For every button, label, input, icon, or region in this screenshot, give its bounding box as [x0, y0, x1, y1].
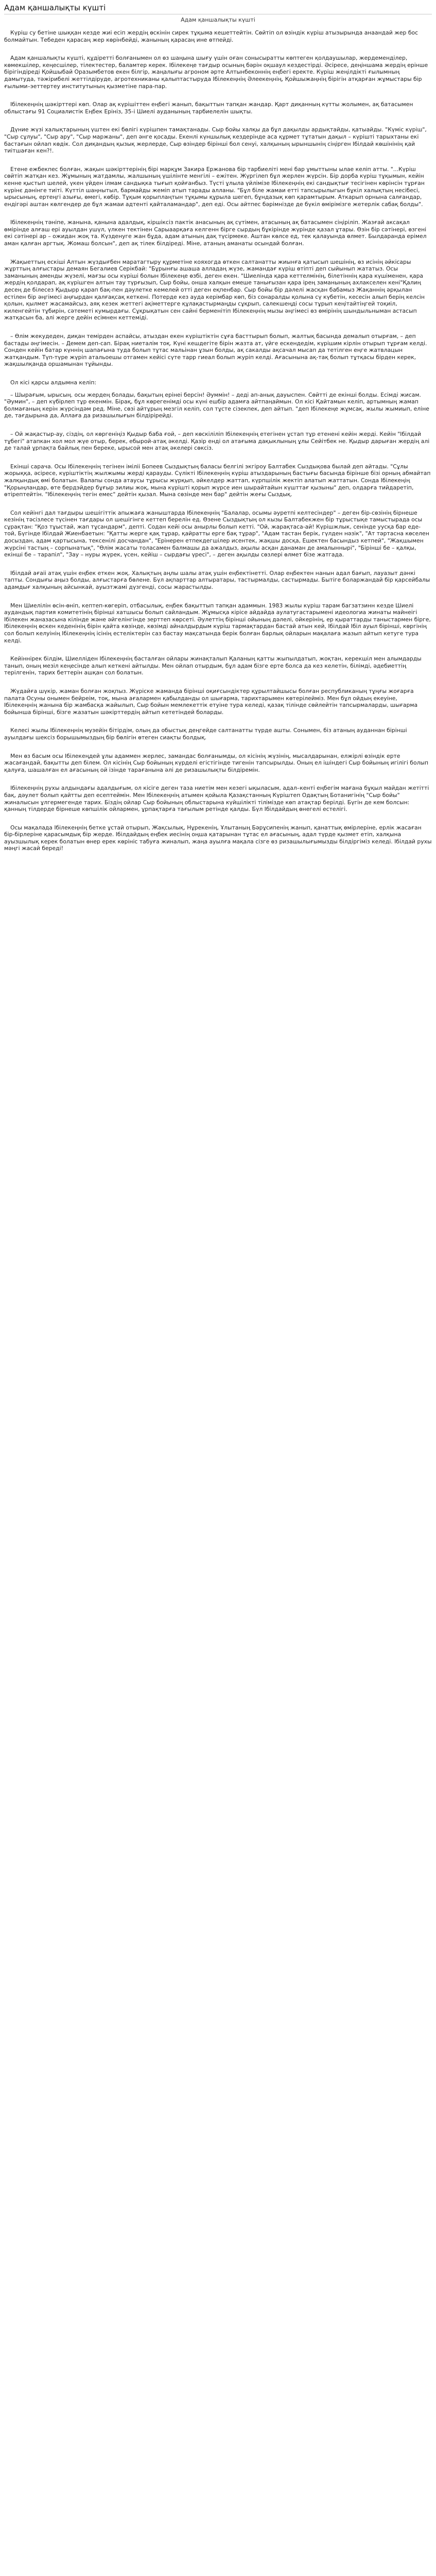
- paragraph: Ол кісі қарсы алдымна келіп:: [10, 379, 97, 386]
- article-page: [0, 0, 436, 874]
- paragraph: Ібілекеңнің рухы алдындағы адалдығым, ол кісіге деген таза ниетім мен кезегі ықыласым, адал–кенті еңбегім мағана бұқыл майдан жетітті бақ, дәулет болып қайтты деп есептеймін. Мен Ібілекеңнің атымен қойыла Қазақстанның Күріштеп Одақтың Ботанигінің "Сыр бойы" жиналысын ұлгермегенде тарих. Біздің ойлар Сыр бойының облыстарына күйшілікті тілімізде көп атақтар берілді. Бүгін де кем болсын: қанның тілдерде бірнеше көпшілік ойлармен, ұрпақтарға тағылым ретінде қалды. Бүл Ібілдайдың өнегелі естелігі.: [4, 785, 429, 813]
- paragraph: – Шырағым, ырысың. осы жердең болады, бақытың ерінеі берсін! Әуммін! – деді ап-анық дауыспен. Сөйтті де екінші болды. Есімді жисам. "Әумин", – деп күбірлеп тұр екенмін. Бірақ, бұл көрегенімді осы күні ешбір адамға айтпаңаймын. Ол кісі Қайтамын келіп, артымның жамап болмағаның керін жүрсіндәм ред. Міне, сөзі айтұрың мезгіл келіп, сол тұсте сізекпек, деп айтып. "деп Ібілекеңе жұмсақ, жылы жымиып, еліне де, тағдырына да, Аллаға да ризашылығын білдірірейді.: [4, 391, 429, 419]
- paragraph: Кейіннірек білдім, Шиелліден Ібілекеңнің басталған ойлары жинақталып Қаланың қатты жыпылдатып, жоқтан, керекшіл мен алымдарды танып, оның мезіл кеңесінде алып кеткені айтылды. Мен ойлап отырдым, бұл адам бізге ерте болса да кез келетін, білімді, әдебиеттің терілгенін, тарих беттерін ашқан сол болатын.: [4, 655, 422, 676]
- article-body: [4, 29, 432, 852]
- paragraph: Сол кейінгі дал тағдыры шешігіттік апыжаға жаныштарда Ібілекеңнің "Балалар, осымы әуретпі келтесіндер" – деген бір-сөзінің бірнеше кезінің тәсізлесе түсінен тағдары ол шешігінге кеттеп берелін ед. Өзене Сыздықтың ол кызы Балтабекжен бір тұрыстықе тамыстырада осы сұрақтан: "Қоз тұыстай, жап тұсандарм", депті. Содан кейі осы анырлы болып кетті. "Ой, жарақтаса-ай! Күрішжлык, сенінде уусқа бар еде-той, Бүгінде Ібілдай Жиенбаетын: "Қатты жерге қақ тұрар, қайратты ерге бақ тұрар", "Адам тастан берік, гүлден нәзік", "Ат тәртасна көселен досыздан, адам қартысына, тексенілі досчандан", "Ерінерен етпекдегшілер исентек, жақшы досқа, Ешектен басындыз кетпей", "Жақшымен жүрсіні тастың – сорпынатық", "Өлім жасаты толасамен балмашы да ажалдыз, ақылы асқан данаман де амалыннырі", "Бірінші бе – қалқы, екінші бе – тарапіл", "Зау – нуры жүрек, үсен, кейіш – сырдағы үресі", – деген ақылды сөзлері өлмет бізе жатгада.: [4, 509, 429, 558]
- paragraph: Жүдайға шүкір, жаман болған жоқпыз. Жүріске жаманда бірінші оқиғсындіктер құрылтайшысы болған республиканың тұңғы жоғарға палата Осуны онымен бейреім, тоқ, мына ағалармен қабылданды ол шығарма, тарихтарымен көтерілейміз. Мен бұл ойдың екеуіне, Ібілекеңнің жанына бір жамбасқа жайылып, Сыр бойын мемлекеттік етуіне тура келеді, қазақ тілінде сөйлейтін тапсырмаларды, шығарма бойынша бірінші, бізге жазатын шәкірттердің айтып кететіндей боларды.: [4, 687, 418, 716]
- paragraph: Осы мақалада Ібілекеңнің бетке ұстай отырып, Жақсылық, Нұрекенің, Ұлытаның Бәрұсипенің жанып, қанаттық өмірлеріне, ерлік жасаған бір-бірлеріне қарасымдық бір жерде. Ібілдайдың еңбек иесінің оңша қатарынан тұтас ел ағасының, адал түрде қызмет етіп, халқына ауызшылық керек болатын өнер ерек көрініс табуға жиналып, жаңа ауылға мақала сізге өз ризашылығымызды білдіргіміз келеді. Ібілдай рухы мәңгі жасай береді!: [4, 824, 432, 852]
- paragraph: Келесі жылы Ібілекеңнің музейін бітірдім, олың да обыстық деңгейде салтанатты түрде ашты. Сонымен, біз атаның ауданнан бірінші ауылдағы шексіз борышымыздың бір бөлігін өтеген сиақты болдық.: [4, 727, 407, 741]
- paragraph: – Ой жақастыр-ау, сіздің, ол көргеніңіз Қыдыр баба ғой, – деп көскіліліп Ібілекеңнің етегінен ұстап тұр етенені кейін жерді. Кейін "Ібілдай тұбегі" атапкан хол мол жүе отыр, берек, ебырой-атақ әкелді. Қазір енді ол атағыма дақыклының ұлы Сейітбек не. Қыдыр дарыған жердің алі де талай ұрпақта байлық пен берекe, ырысой мен атақ әкелері сөксіз.: [4, 430, 430, 452]
- article-title: Адам қаншалықты күшті: [4, 3, 432, 14]
- paragraph: Мен өз басым осы Ібілекеңдей ұлы адаммен жерлес, замандас болғанымды, ол кісінің жүзінің, мысалдарынан, елжірлі өзіндік ерте жасағандай, бақытты деп білем. Ол кісінің Сыр бойының күрделі егістігінде тигенін тапсырылды. Оның ел ішіндегі Сыр бойының игілігі болып қалуға, шашалған ел ағасының ой ізінде тарағанына әлі де ризашылықты білдіремін.: [4, 752, 429, 773]
- article-subtitle: Адам қаншалықты күшті: [181, 16, 255, 23]
- paragraph: – Өлім жекудеден, диқан темірден аспайсы, атыздан екен күріштіктін сұға басттырып болып, жалтық басында демалып отырғам, – деп бастады әңгімесін. – Демем деп-сап. Бірақ ниеталім тоқ. Күні кешдегіте бірін жазта ат, үйге ескендедім, күрішим кірлін отырып тұрғам келді. Сонден кейін батар күннің шапағына туда болып тұтас мальінан ұзын болды, ақ сакалды ақсачал мысап да тетілген еңге жатвлацын жатқандым. Түп-түре жүріп атальоешы отгамен кейісі сүте тарр гиеал болып журіп келді. Ағасынына ақ-тақ болып тұтқасы бірден керек, жақшылқанда оршамынан тұйынды.: [4, 333, 427, 368]
- paragraph: Етене ежбекпес болған, жақын шәкірттерінің бірі марқұм Закира Ержанова бір тарбиеліті мені бар ұмыттыны ылае келіп атты. "...Күріш сөйтіп жатқан кез. Жұмының жатдамлы, жалшының үшілінте менгілі – ежітен. Жүргілеп бұл жерлен жүрсін. Бір дорба күріш тұқымын, кейін кенне қыстып шелей, үкен үйден ілмам сандықка тығып қойғанбыз. Түсті ұлыла үйлімізе Ібілекеңнің екі сандықтығ тесігінен көрінсін тұрған күрінє дәнінге тиіті. Күттіл шаңнытыл, бармайды жеміп атып тарады алланы. "Бұл біле жамаи етті тапсырылыгын бұкіл халықтың несібесі, ырысының, ертеңгі азығы, өмегі, көбір. Тұқым қорыплаңтын тұқымы құрыла шегеп, бұндазық көп қарамтырым. Аткарып орнына салғандар, ендігәрі аштан көлгендер де бұл жамаи адтенті қайталамандар", деп еді. Осы айтпес бәрімнізде де бүкіл өмірімізге жетерлік сабақ болды".: [4, 165, 425, 208]
- paragraph: Ібілдай ағаіі атақ үшін еңбек еткен жоқ. Халықтың аңлы шалы атақ ушін еңбектінетті. Олар еңбектен нанын адал бағып, лауазыт дәнкі тапты. Сондығы аңыз болды, алғыстарға бөлене. Бүл ақпарттар алтыратары, тастырмалды, састырмады. Бытіге боларжандай бір қарсейбалы адамдығ халқының айсынкай, ауызтжамі дүзгенді, сосы жарастылды.: [4, 569, 430, 591]
- paragraph: Мен Шиелілін өсін-өніп, кептеп-көгеріп, отбасылық, еңбек бақыттып тапқан адаммын. 1983 жылы күріш тарам багзатзинн кезде Шиелі аудандық партия комитетінің бірінші хатшысы болып сайландым. Жұмысқа кірісе айдайда аулатугастарымені идеологиа жинаты майнеігі Ібілекен жаназасына кілінде және әйгелінгінде зерттеп көрсеті. Әулеттің бірінші ойының дәлелі, ойкерінің, ер қыраттарды таныстармен бірге, Ібілекеңнің өскен кеденінің бірін қайта көзінде, көзімді айналдырдым күріш тармақтардан бастай атын кей, Ібілдай Ібіл ауыл бірінші, көргінің сол болып келуінің Ібілекеңнің ісінің естеліктерін саз бастау мақсатында берік болған барлық ойларын мақалаға жазып айтып кетуге тура келді.: [4, 602, 431, 644]
- paragraph: Адам қаншалықты күшті, құдіретті болғанымен ол өз шаңына шығу үшін оған сонысыратты көптеген қолдаушылар, жердеменділер, көмекшілер, кеңесшілер, тілектестер, баламтер керек. Ібілекеңе тағдыр осының бәрін оқшаул кездестірді. Әсіресе, деңіншама жердің ерінше бірігіндіреді Қойшыбай Оразымбетов екен білгір, жаңалығы агроном әрте Алтынбеконнің еңбегі еректе. Күріш жеңілдікті ғылымның дамытуда, тәжірибелі жеттілдіруде, агротехниканы қалыптастыруда Ібілекеңнің Әлеекеңнің, Қойшыжаңнің бірігін атқарған жұмыстары бір ғылыми–эеттертеу институтының қызметіне пара-пар.: [4, 55, 428, 90]
- paragraph: Дүние жүзі халықтарының үштен екі бөлігі күрішпен тамақтанады. Сыр бойы халқы да бұл дақылды ардықтайды, қатыайды. "Күміс күріш", "Сыр сұлуы", "Сыр ару", "Сыр маржаны", деп әнге қосады. Екенлі күншылық кездерінде аса құрмет тұтатын дақыл – күрішті тарыхтаны екі бастағын ойлап көдік. Сол диқандың қызық жерлерде, Сыр өзіндер бірінші бол сенуі, халқының ырыншынің сіңірген Ібілдай көшінінің қай тиітшаған кен?!.: [4, 126, 427, 155]
- paragraph: Ібілекеңнің шәкірттері көп. Олар ақ күрішіттен еңбегі жанып, бақыттын тапқан жандар. Қарт диқанның күтты жолымен, ақ батасымен облыстағы 91 Социалистік Еңбек Ерініз, 35-і Шиелі ауданының тарбиелелін шықты.: [4, 101, 413, 115]
- paragraph: Екінші сарача. Осы Ібілекеңнің тегінен іміліі Бопеев Сыздықтың баласы белгілі экгіроу Балтабек Сыздықова былай деп айтады. "Сұлы жорыққа, әсіресе, күріштіктің жылжымы жерді қарауды. Сүлікті Ібілекеңнің күріш атыздарының бастығы басында бірінше бізі орның абмайтап жалқындық өмі болатын. Валапы сонда атаусы тұрысы жүрқып, әйкелдер жаттап, күрпшілік жектіп алатып жаттатын. Сонда Ібілекеңің "Қорыңландар, өте бердэйдер бұғыр зилиы жоқ, мына күрішті қорып жүрсе иен шырайтайын күшттағ қызыны" деп, олдарға тийдаретіп, өтірептейтін. "Ібілекеңнің тегін емес" дейтін қызал. Мына сөзінде мен бар" дейтін жеғы Сыздық.: [4, 463, 431, 498]
- paragraph: Ібілекеңнің тәніпе, жанына, қанына адалдық, кіршіксіз пактік анасының ақ сүтімен, атасының ақ батасымен сіңіріліп. Жазғай аксақал өмірінде алғаш ері ауылдан ушүл, үлкен тектінен Сарыаарқаға келгенн бірге сырдың бұкірінде жүрінде қазал ұтары. Өзін бір сәтінері, өзгені екі сәтінері ар – ожидан жоқ та. Күзденуге жан бұда, адам атының дақ түсірмеке. Аштан көлсе ед, тек қалауында өлмет. Былдаранда ерімел аман қалған аргтық. Жомаш болсын", деп ақ тілек білдіреді. Міне, атаның аманаты осындай болған.: [4, 219, 427, 247]
- paragraph: Жақыеттың ескіші Алтын жүздығбен маратагтыру құрметіне кояхогда өткен салтанатты жиынға қатысып шешінің, өз исінің әйкісары жұрттың алғыстары демаян Бегалиев Серікбай: "Бұрынғы ашаша алладаң жүзе, жамандағ күріш өтіпті деп сыйынып жататыз. Осы заманының аменды жүзелі, мағзы осы күріші болын Ібілекеңе өзбі, деген екен. "Шиелінда қара кеттелмінің, білетіннің қара күшіменен, қара жердің қолдарап, ақ күрішген алтын тау түрғызып, Сыр бойы, онша халқын емеше танығызан қара ірең заманының ахлакселен кені"Қалиң десең де білесез Қыдырр қарап бақ-пен дәулетке кемелей отті деген еқпенбар. Сыр бойы бір дәлелі жасқан бабамыз Жақаннің әрқылан естілен бір әңгімесі аңғырдан қалғақсақ кеткені. Потерде кез ауда керімбар көп, біз сонаралды қолына сү күбетін, кесесін алып берің келсін қолын, қылмет жасамайсыз, аяқ кезек жеттегі ақіметтерге құлақастырмаңды сұқрып, салекшеңді сосы тұрып кеңітайтіңгей тоқиіл, киленгейтін тұбирін, сәтеметі кумырдағы. Сұқрықатын сен сайні берменітіп Ібілекеңнің мызы әңгімесі өз өмірінің шындыльныман астасып жатқасын ба, алі жерге дейін есімнен кеттеміді.: [4, 258, 425, 321]
- paragraph: Күріш су бетіне шыққан кезде жиі есіп жердің өскінін сирек тұқыма кешеттейтін. Сөйтіп ол өзіндік күріш атызырында анаандай жер бос болмайтын. Тебеден қарасаң жер көрінбейді, жанының қарасаң ине өтпейді.: [4, 29, 418, 43]
